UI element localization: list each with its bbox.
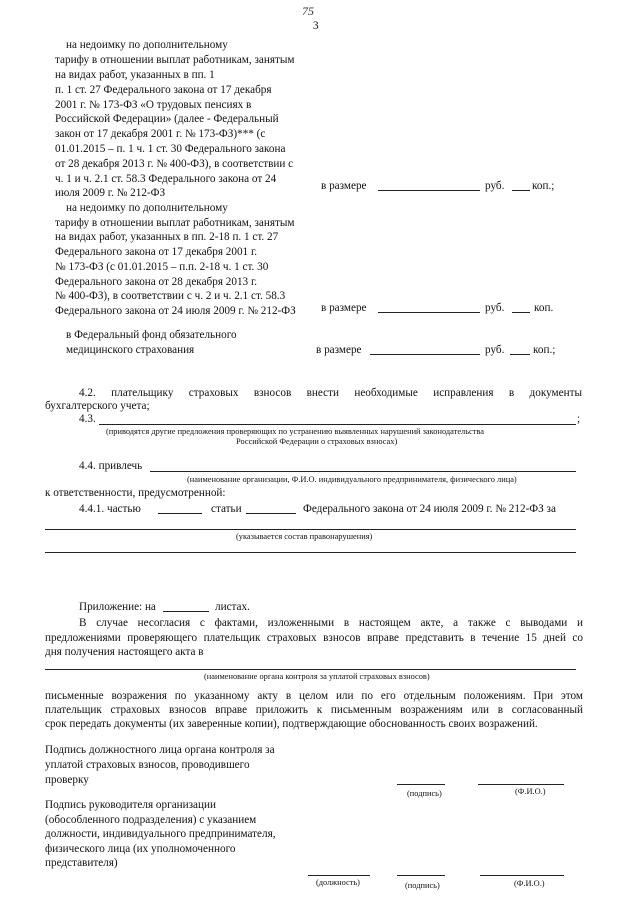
signature1-sign-field[interactable]	[397, 784, 445, 785]
disagreement-line1: В случае несогласия с фактами, изложенными в настоящем акте, а также с выводами и	[79, 617, 583, 629]
disagreement-line3: дня получения настоящего акта в	[45, 646, 204, 658]
item-4-3-caption: (приводятся другие предложения проверяющих по устранению выявленных нарушений законодательства	[106, 427, 484, 436]
block2-line: № 400-ФЗ), в соответствии с ч. 2 и ч. 2.1 ст. 58.3	[55, 290, 286, 302]
block2-rub-label: руб.	[485, 302, 505, 314]
article-field[interactable]	[246, 513, 296, 514]
block3-rub-field[interactable]	[370, 354, 480, 355]
signature2-sign-field[interactable]	[397, 875, 445, 876]
signature2-name-field[interactable]	[480, 875, 564, 876]
signature2-line: (обособленного подразделения) с указанием	[45, 814, 257, 826]
item-4-3-caption: Российской Федерации о страховых взносах)	[236, 437, 398, 446]
block2-line: Федерального закона от 24 июля 2009 г. № 212-ФЗ	[55, 305, 296, 317]
item-4-2-line2: бухгалтерского учета;	[45, 400, 150, 412]
page-number: 3	[313, 20, 319, 32]
part-field[interactable]	[158, 513, 202, 514]
control-body-field[interactable]	[45, 669, 576, 670]
objections-line3: срок передать документы (их заверенные копии), подтверждающие обоснованность своих возражений.	[45, 718, 538, 730]
signature2-line: Подпись руководителя организации	[45, 799, 216, 811]
block3-rub-label: руб.	[485, 344, 505, 356]
block3-kop-field[interactable]	[510, 354, 530, 355]
signature1-line: проверку	[45, 774, 89, 786]
item-4-4-1-caption: (указывается состав правонарушения)	[236, 532, 373, 541]
signature2-line: физического лица (их уполномоченного	[45, 843, 236, 855]
item-4-3-end: ;	[577, 413, 581, 425]
signature1-name-caption: (Ф.И.О.)	[515, 787, 546, 796]
block1-line: п. 1 ст. 27 Федерального закона от 17 декабря	[55, 84, 272, 96]
objections-line2: плательщик страховых взносов вправе приложить к письменным возражениям или в согласованный	[45, 704, 583, 716]
block1-rub-label: руб.	[485, 180, 505, 192]
signature2-line: должности, индивидуального предпринимателя,	[45, 828, 276, 840]
block1-line: 01.01.2015 – п. 1 ч. 1 ст. 30 Федерального закона	[55, 143, 286, 155]
item-4-4-label: 4.4. привлечь	[79, 460, 143, 472]
signature2-line: представителя)	[45, 857, 118, 869]
block1-line: ч. 1 и ч. 2.1 ст. 58.3 Федерального закона от 24	[55, 173, 277, 185]
block2-line: на видах работ, указанных в пп. 2-18 п. 1 ст. 27	[55, 231, 279, 243]
signature1-line: уплатой страховых взносов, проводившего	[45, 759, 250, 771]
disagreement-caption: (наименование органа контроля за уплатой страховых взносов)	[204, 672, 430, 681]
block2-amount-label: в размере	[321, 302, 367, 314]
block1-line: закон от 17 декабря 2001 г. № 173-ФЗ)*** (с	[55, 128, 266, 140]
block1-rub-field[interactable]	[378, 190, 480, 191]
objections-line1: письменные возражения по указанному акту в целом или по его отдельным положениям. При этом	[45, 690, 583, 702]
block3-amount-label: в размере	[316, 344, 362, 356]
block1-kop-label: коп.;	[532, 180, 555, 192]
handwritten-mark: 75	[302, 4, 314, 18]
block2-kop-label: коп.	[534, 302, 554, 314]
block2-rub-field[interactable]	[378, 312, 480, 313]
block1-amount-label: в размере	[321, 180, 367, 192]
signature1-line: Подпись должностного лица органа контроля за	[45, 744, 275, 756]
violation-field[interactable]	[45, 529, 576, 530]
signature1-sign-caption: (подпись)	[407, 789, 442, 798]
appendix-suffix: листах.	[215, 601, 250, 613]
item-4-2-line1: 4.2. плательщику страховых взносов внести необходимые исправления в документы	[79, 387, 582, 399]
block1-line: на недоимку по дополнительному	[66, 39, 228, 51]
block2-line: № 173-ФЗ (с 01.01.2015 – п.п. 2-18 ч. 1 ст. 30	[55, 261, 269, 273]
appendix-prefix: Приложение: на	[79, 601, 156, 613]
item-4-3-field[interactable]	[99, 424, 576, 425]
block2-line: Федерального закона от 28 декабря 2013 г.	[55, 276, 258, 288]
block3-line: медицинского страхования	[66, 344, 195, 356]
block1-kop-field[interactable]	[512, 190, 530, 191]
block2-line: Федерального закона от 17 декабря 2001 г.	[55, 246, 258, 258]
block3-line: в Федеральный фонд обязательного	[66, 329, 237, 341]
item-4-4-1-article: статьи	[211, 503, 242, 515]
item-4-4-field[interactable]	[150, 471, 576, 472]
block2-line: тарифу в отношении выплат работникам, занятым	[55, 217, 295, 229]
signature2-name-caption: (Ф.И.О.)	[514, 879, 545, 888]
block1-line: от 28 декабря 2013 г. № 400-ФЗ), в соответствии с	[55, 158, 294, 170]
item-4-3-label: 4.3.	[79, 413, 96, 425]
block1-line: июля 2009 г. № 212-ФЗ	[55, 187, 166, 199]
block1-line: 2001 г. № 173-ФЗ «О трудовых пенсиях в	[55, 99, 252, 111]
item-4-4-line2: к ответственности, предусмотренной:	[45, 487, 226, 499]
block3-kop-label: коп.;	[533, 344, 556, 356]
disagreement-line2: предложениями проверяющего плательщик страховых взносов вправе представить в течение 15 дней со	[45, 632, 583, 644]
block1-line: тарифу в отношении выплат работникам, занятым	[55, 54, 295, 66]
appendix-sheets-field[interactable]	[163, 611, 209, 612]
block2-line: на недоимку по дополнительному	[66, 202, 228, 214]
signature1-name-field[interactable]	[478, 784, 564, 785]
block1-line: на видах работ, указанных в пп. 1	[55, 69, 215, 81]
violation-field-2[interactable]	[45, 552, 576, 553]
block2-kop-field[interactable]	[512, 312, 530, 313]
signature2-position-field[interactable]	[308, 875, 370, 876]
item-4-4-caption: (наименование организации, Ф.И.О. индивидуального предпринимателя, физического лица)	[187, 475, 517, 484]
item-4-4-1-law: Федерального закона от 24 июля 2009 г. № 212-ФЗ за	[303, 503, 556, 515]
block1-line: Российской Федерации» (далее - Федеральный	[55, 113, 279, 125]
signature2-position-caption: (должность)	[316, 878, 360, 887]
item-4-4-1-part: 4.4.1. частью	[79, 503, 141, 515]
signature2-sign-caption: (подпись)	[405, 881, 440, 890]
